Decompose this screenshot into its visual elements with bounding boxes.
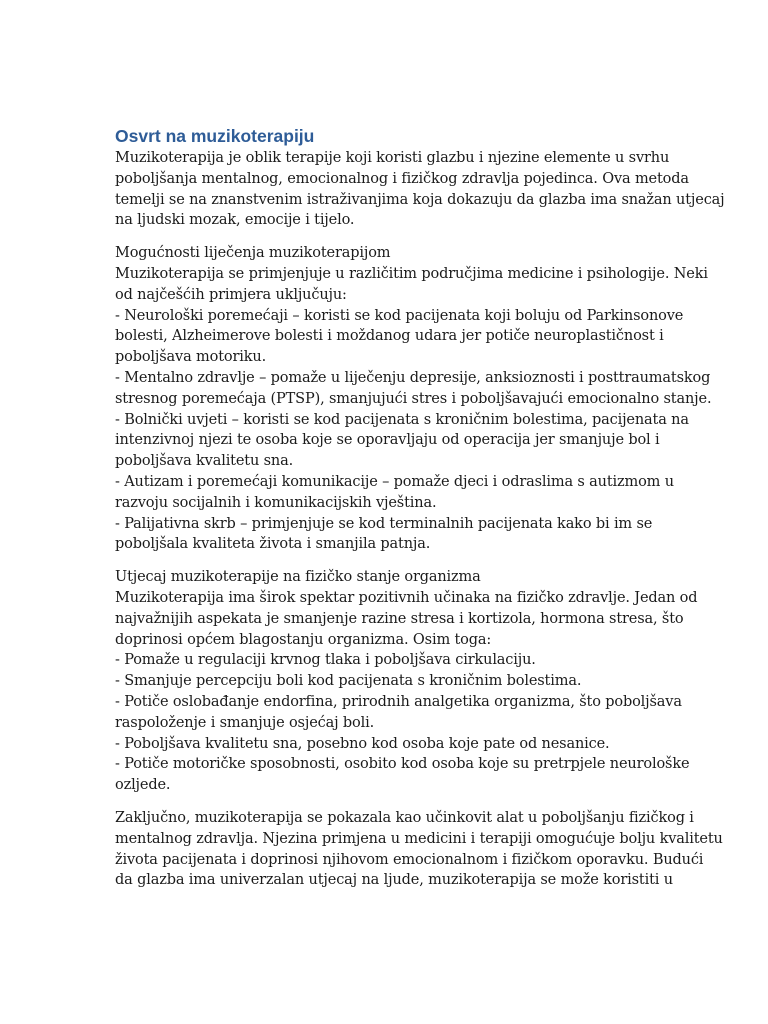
list-item: - Pomaže u regulaciji krvnog tlaka i poboljšava cirkulaciju.: [115, 652, 536, 669]
text-line: mentalnog zdravlja. Njezina primjena u medicini i terapiji omogućuje bolju kvalitetu: [115, 830, 723, 847]
physical-effects-section: [115, 567, 698, 796]
list-item: - Bolnički uvjeti – koristi se kod pacijenata s kroničnim bolestima, pacijenata na: [115, 411, 689, 428]
text-line: Muzikoterapija se primjenjuje u različitim područjima medicine i psihologije. Neki: [115, 265, 708, 282]
text-line: poboljšava motoriku.: [115, 349, 267, 366]
document-title: Osvrt na muzikoterapiju: [115, 126, 315, 146]
text-line: poboljšava kvalitetu sna.: [115, 453, 294, 470]
section-heading: Mogućnosti liječenja muzikoterapijom: [115, 245, 391, 262]
list-item: - Mentalno zdravlje – pomaže u liječenju depresije, anksioznosti i posttraumatskog: [115, 369, 711, 386]
conclusion-paragraph: [115, 808, 723, 891]
text-line: najvažnijih aspekata je smanjenje razine stresa i kortizola, hormona stresa, što: [115, 610, 684, 627]
list-item: - Smanjuje percepciju boli kod pacijenata s kroničnim bolestima.: [115, 673, 582, 690]
treatment-section: [115, 243, 712, 555]
text-line: raspoloženje i smanjuje osjećaj boli.: [115, 714, 375, 731]
list-item: - Poboljšava kvalitetu sna, posebno kod osoba koje pate od nesanice.: [115, 735, 610, 752]
text-line: Muzikoterapija je oblik terapije koji koristi glazbu i njezine elemente u svrhu: [115, 150, 670, 166]
intro-paragraph: [115, 148, 725, 231]
text-line: bolesti, Alzheimerove bolesti i moždanog udara jer potiče neuroplastičnost i: [115, 328, 664, 345]
text-line: poboljšanja mentalnog, emocionalnog i fizičkog zdravlja pojedinca. Ova metoda: [115, 170, 689, 187]
section-heading: Utjecaj muzikoterapije na fizičko stanje organizma: [115, 569, 481, 586]
list-item: - Potiče motoričke sposobnosti, osobito kod osoba koje su pretrpjele neurološke: [115, 756, 690, 773]
text-line: Zaključno, muzikoterapija se pokazala kao učinkovit alat u poboljšanju fizičkog i: [115, 809, 694, 826]
text-line: stresnog poremećaja (PTSP), smanjujući stres i poboljšavajući emocionalno stanje.: [115, 390, 712, 407]
list-item: - Potiče oslobađanje endorfina, prirodnih analgetika organizma, što poboljšava: [115, 693, 682, 710]
text-line: od najčešćih primjera uključuju:: [115, 286, 347, 303]
text-line: života pacijenata i doprinosi njihovom emocionalnom i fizičkom oporavku. Budući: [115, 851, 704, 868]
text-line: Muzikoterapija ima širok spektar pozitivnih učinaka na fizičko zdravlje. Jedan od: [115, 589, 698, 606]
text-line: intenzivnoj njezi te osoba koje se oporavljaju od operacija jer smanjuje bol i: [115, 432, 660, 449]
text-line: doprinosi općem blagostanju organizma. Osim toga:: [115, 631, 492, 648]
text-line: poboljšala kvaliteta života i smanjila patnja.: [115, 536, 431, 553]
document-body: [115, 124, 725, 891]
text-line: razvoju socijalnih i komunikacijskih vještina.: [115, 494, 437, 511]
text-line: da glazba ima univerzalan utjecaj na ljude, muzikoterapija se može koristiti u: [115, 872, 673, 889]
text-line: na ljudski mozak, emocije i tijelo.: [115, 212, 355, 229]
list-item: - Neurološki poremećaji – koristi se kod pacijenata koji boluju od Parkinsonove: [115, 307, 684, 324]
list-item: - Autizam i poremećaji komunikacije – pomaže djeci i odraslima s autizmom u: [115, 473, 674, 490]
list-item: - Palijativna skrb – primjenjuje se kod terminalnih pacijenata kako bi im se: [115, 515, 653, 532]
text-line: temelji se na znanstvenim istraživanjima koja dokazuju da glazba ima snažan utjecaj: [115, 191, 725, 208]
text-line: ozljede.: [115, 777, 171, 794]
